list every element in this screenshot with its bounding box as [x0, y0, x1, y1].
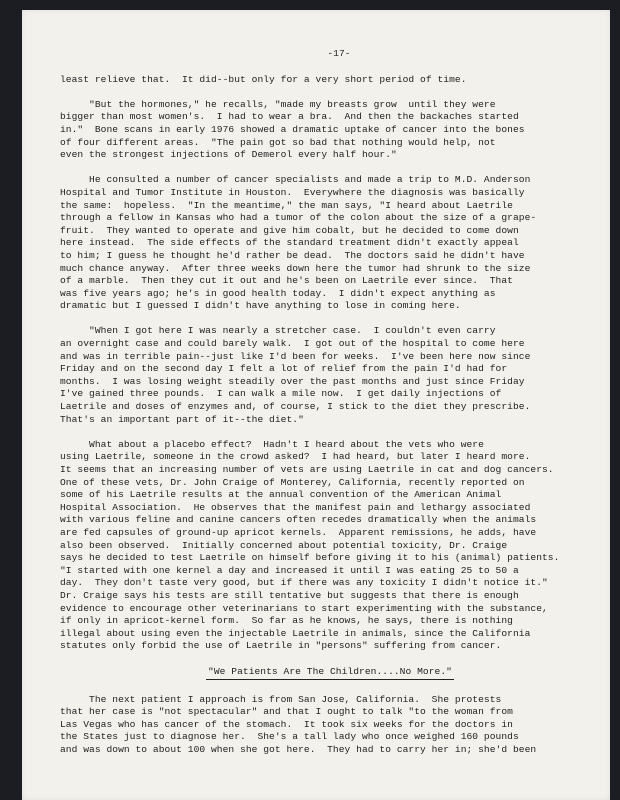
text-line: here instead. The side effects of the standard treatment didn't exactly appeal — [60, 237, 519, 249]
text-line: I've gained three pounds. I can walk a mile now. I get daily injections of — [60, 388, 502, 400]
text-line: day. They don't taste very good, but if there was any toxicity I didn't notice it." — [60, 577, 548, 589]
text-line: It seems that an increasing number of vets are using Laetrile in cat and dog cancers. — [60, 464, 554, 475]
text-line: months. I was losing weight steadily over the past months and just since Friday — [60, 375, 525, 387]
paragraph-6 — [60, 694, 600, 757]
text-line: the States just to diagnose her. She's a tall lady who once weighed 160 pounds — [60, 731, 519, 743]
text-line: much chance anyway. After three weeks down here the tumor had shrunk to the size — [60, 262, 531, 274]
text-line: of a marble. Then they cut it out and he's been on Laetrile ever since. That — [60, 275, 513, 287]
text-line: the same: hopeless. "In the meantime," the man says, "I heard about Laetrile — [60, 199, 513, 211]
text-line: are fed capsules of ground-up apricot kernels. Apparent remissions, he adds, have — [60, 526, 537, 538]
text-line: evidence to encourage other veterinarians to start experimenting with the substance, — [60, 602, 548, 614]
document-page — [22, 10, 610, 800]
text-line: least relieve that. It did--but only for a very short period of time. — [60, 73, 467, 85]
text-line: using Laetrile, someone in the crowd asked? I had heard, but later I heard more. — [60, 451, 531, 463]
text-line: if only in apricot-kernel form. So far as he knows, he says, there is nothing — [60, 615, 513, 627]
text-line: "I started with one kernel a day and increased it until I was eating 25 to 50 a — [60, 564, 519, 576]
text-line: of four different areas. "The pain got so bad that nothing would help, not — [60, 136, 496, 148]
text-line: He consulted a number of cancer specialists and made a trip to M.D. Anderson — [60, 174, 531, 186]
typewritten-text — [60, 48, 600, 769]
text-line: that her case is "not spectacular" and that I ought to talk "to the woman from — [60, 706, 513, 718]
text-line: Laetrile and doses of enzymes and, of course, I stick to the diet they prescribe. — [60, 401, 531, 413]
text-line: Las Vegas who has cancer of the stomach. It took six weeks for the doctors in — [60, 718, 513, 730]
text-line: One of these vets, Dr. John Craige of Monterey, California, recently reported on — [60, 476, 525, 488]
text-line: "But the hormones," he recalls, "made my breasts grow until they were — [60, 98, 496, 110]
text-line: "When I got here I was nearly a stretcher case. I couldn't even carry — [60, 325, 496, 337]
section-heading-text: "We Patients Are The Children....No More." — [206, 666, 454, 680]
text-line: bigger than most women's. I had to wear a bra. And then the backaches started — [60, 111, 519, 123]
text-line: some of his Laetrile results at the annual convention of the American Animal — [60, 489, 502, 501]
section-heading — [60, 666, 600, 680]
text-line: Friday and on the second day I felt a lot of relief from the pain I'd had for — [60, 363, 508, 375]
text-line: an overnight case and could barely walk. I got out of the hospital to come here — [60, 338, 525, 350]
text-line: even the strongest injections of Demerol every half hour." — [60, 149, 397, 161]
paragraph-1 — [60, 74, 600, 87]
page-number: -17- — [327, 48, 351, 59]
text-line: and was down to about 100 when she got here. They had to carry her in; she'd been — [60, 743, 537, 755]
text-line: fruit. They wanted to operate and give him cobalt, but he decided to come down — [60, 224, 519, 236]
text-line: in." Bone scans in early 1976 showed a dramatic uptake of cancer into the bones — [60, 123, 525, 135]
paragraph-4 — [60, 325, 600, 426]
text-line: What about a placebo effect? Hadn't I heard about the vets who were — [60, 438, 484, 450]
text-line: illegal about using even the injectable Laetrile in animals, since the California — [60, 627, 531, 639]
text-line: was five years ago; he's in good health today. I didn't expect anything as — [60, 287, 496, 299]
text-line: That's an important part of it--the diet." — [60, 413, 304, 425]
text-line: with various feline and canine cancers often recedes dramatically when the animals — [60, 514, 537, 526]
text-line: The next patient I approach is from San Jose, California. She protests — [60, 693, 502, 705]
paragraph-2 — [60, 99, 600, 162]
text-line: dramatic but I guessed I didn't have anything to lose in coming here. — [60, 300, 461, 312]
text-line: through a fellow in Kansas who had a tumor of the colon about the size of a grape- — [60, 212, 537, 224]
text-line: Hospital and Tumor Institute in Houston. Everywhere the diagnosis was basically — [60, 186, 525, 198]
text-line: says he decided to test Laetrile on himself before giving it to his (animal) patients. — [60, 552, 560, 564]
text-line: Hospital Association. He observes that the manifest pain and lethargy associated — [60, 501, 531, 513]
text-line: and was in terrible pain--just like I'd been for weeks. I've been here now since — [60, 350, 531, 362]
text-line: also been observed. Initially concerned about potential toxicity, Dr. Craige — [60, 539, 508, 551]
paragraph-3 — [60, 174, 600, 313]
paragraph-5 — [60, 439, 600, 653]
text-line: Dr. Craige says his tests are still tentative but suggests that there is enough — [60, 589, 519, 601]
text-line: statutes only forbid the use of Laetrile in "persons" suffering from cancer. — [60, 640, 502, 652]
text-line: to him; I guess he thought he'd rather be dead. The doctors said he didn't have — [60, 249, 525, 261]
